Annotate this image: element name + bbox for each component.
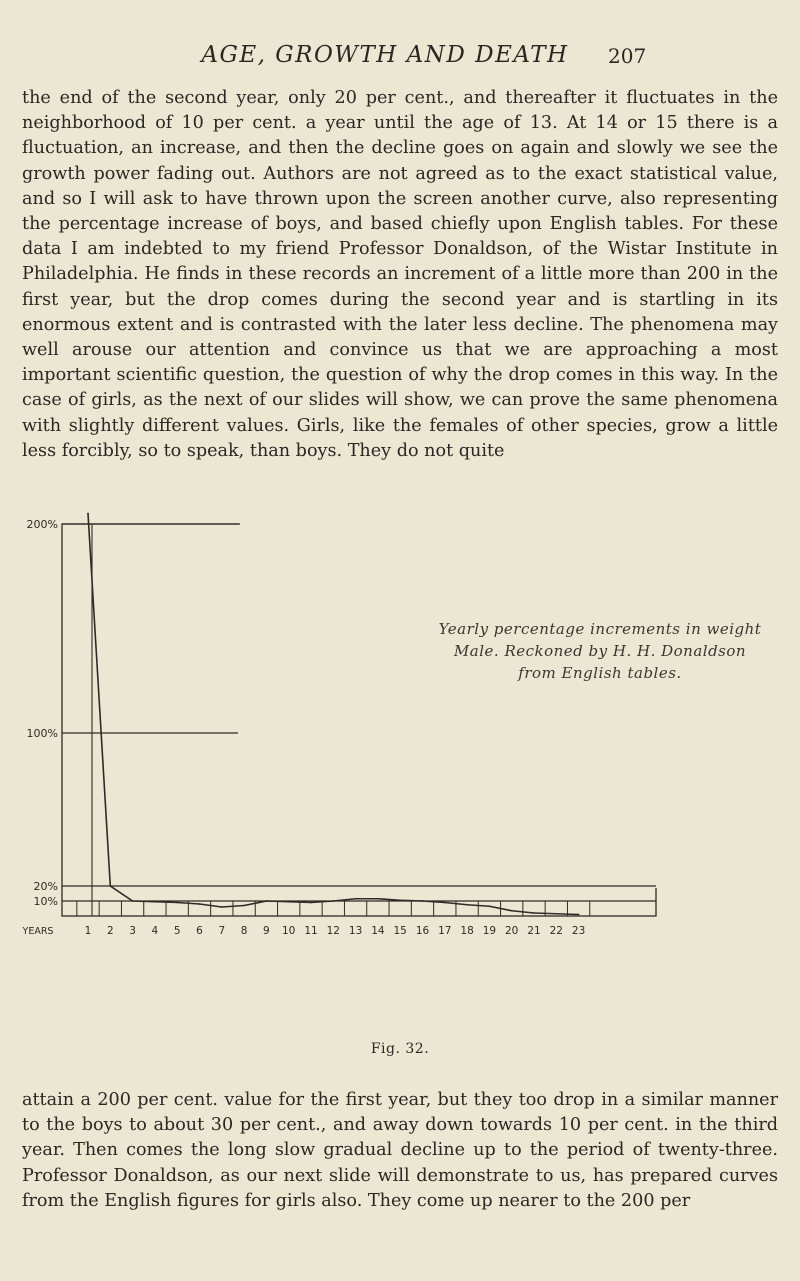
x-tick-label: 14 bbox=[371, 925, 385, 937]
data-point bbox=[578, 914, 580, 916]
x-tick-label: 3 bbox=[129, 925, 136, 937]
data-point bbox=[310, 902, 312, 904]
running-head bbox=[0, 42, 800, 72]
x-tick-label: 4 bbox=[151, 925, 159, 937]
data-point bbox=[154, 901, 156, 903]
annotation-line-1: Yearly percentage increments in weight bbox=[438, 620, 762, 638]
body-paragraph-bottom: attain a 200 per cent. value for the first year, but they too drop in a similar manner to the boys to about 30 per cent., and away down towards 10 per cent. in the third year. Then comes the long slow gradual decline up to the period of twenty-three. Professor Donaldson, as our next slide will demonstrate to us, has prepared curves from the English figures for girls also. They come up nearer to the 200 per bbox=[22, 1090, 778, 1211]
y-tick-label: 20% bbox=[33, 880, 58, 893]
page-number: 207 bbox=[608, 44, 647, 68]
x-tick-label: 5 bbox=[173, 925, 181, 937]
x-tick-label: 15 bbox=[393, 925, 407, 937]
annotation-line-3: from English tables. bbox=[518, 664, 682, 682]
running-title: AGE, GROWTH AND DEATH bbox=[201, 42, 569, 68]
x-tick-label: 21 bbox=[527, 925, 541, 937]
chart-frame bbox=[62, 524, 656, 916]
data-point bbox=[132, 900, 134, 902]
x-tick-label: 2 bbox=[106, 925, 114, 937]
data-point bbox=[466, 904, 468, 906]
x-tick-label: 6 bbox=[196, 925, 203, 937]
x-tick-label: 17 bbox=[438, 925, 452, 937]
data-point bbox=[266, 900, 268, 902]
growth-chart bbox=[0, 500, 800, 1060]
series-line bbox=[88, 514, 579, 915]
x-tick-label: 11 bbox=[304, 925, 318, 937]
x-tick-label: 13 bbox=[348, 925, 363, 937]
x-tick-label: 8 bbox=[240, 925, 248, 937]
annotation-line-2: Male. Reckoned by H. H. Donaldson bbox=[453, 642, 747, 660]
data-point bbox=[199, 903, 201, 905]
x-tick-label: 16 bbox=[415, 925, 430, 937]
data-point bbox=[87, 513, 89, 515]
data-point bbox=[288, 901, 290, 903]
body-paragraph-top: the end of the second year, only 20 per cent., and thereafter it fluctuates in the neighborhood of 10 per cent. a year until the age of 13. At 14 or 15 there is a fluctuation, an increase, and then the decline goes on again and slowly we see the growth power fading out. Authors are not agreed as to the exact statistical value, and so I will ask to have thrown upon the screen another curve, also representing the percentage increase of boys, and based chiefly upon English tables. For these data I am indebted to my friend Professor Donaldson, of the Wistar Institute in Philadelphia. He finds in these records an increment of a little more than 200 in the first year, but the drop comes during the second year and is startling in its enormous extent and is contrasted with the later less decline. The phenomena may well arouse our attention and convince us that we are approaching a most important scientific question, the question of why the drop comes in this way. In the case of girls, as the next of our slides will show, we can prove the same phenomena with slightly different values. Girls, like the females of other species, grow a little less forcibly, so to speak, than boys. They do not quite bbox=[22, 88, 778, 461]
x-tick-label: 12 bbox=[326, 925, 340, 937]
data-point bbox=[511, 910, 513, 912]
data-point bbox=[221, 906, 223, 908]
data-point bbox=[355, 898, 357, 900]
data-point bbox=[332, 900, 334, 902]
data-point bbox=[377, 898, 379, 900]
data-point bbox=[555, 913, 557, 915]
x-tick-label: 10 bbox=[282, 925, 296, 937]
x-tick-label: 7 bbox=[218, 925, 226, 937]
data-point bbox=[109, 885, 111, 887]
data-point bbox=[176, 902, 178, 904]
x-axis-label: YEARS bbox=[22, 926, 54, 937]
x-tick-label: 22 bbox=[549, 925, 563, 937]
x-tick-label: 9 bbox=[263, 925, 270, 937]
data-point bbox=[399, 899, 401, 901]
figure-caption: Fig. 32. bbox=[370, 1041, 430, 1057]
data-point bbox=[243, 905, 245, 907]
y-tick-label: 100% bbox=[26, 727, 58, 740]
y-tick-label: 10% bbox=[33, 895, 58, 908]
x-tick-label: 18 bbox=[460, 925, 474, 937]
data-point bbox=[533, 912, 535, 914]
x-tick-label: 23 bbox=[571, 925, 586, 937]
data-point bbox=[489, 905, 491, 907]
figure-32 bbox=[0, 500, 800, 1060]
x-tick-label: 19 bbox=[482, 925, 497, 937]
x-tick-label: 1 bbox=[84, 925, 92, 937]
x-tick-label: 20 bbox=[505, 925, 519, 937]
y-tick-label: 200% bbox=[26, 518, 58, 531]
data-point bbox=[422, 900, 424, 902]
data-point bbox=[444, 902, 446, 904]
